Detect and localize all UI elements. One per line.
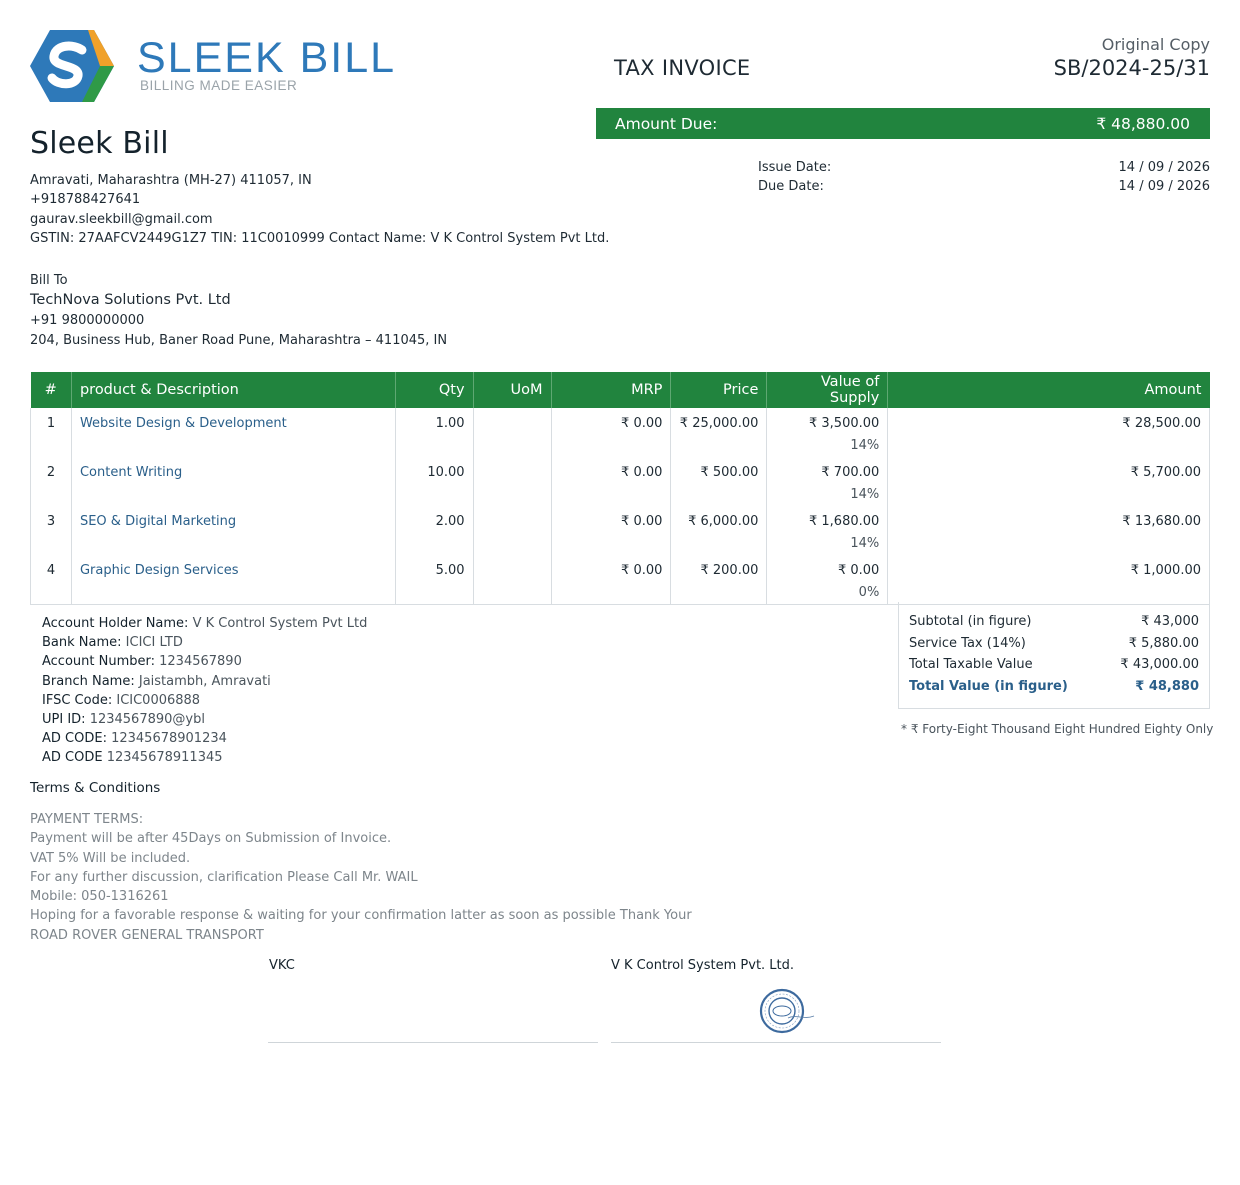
row-number: 2	[46, 465, 56, 480]
logo-wordmark: SLEEK BILL	[137, 34, 397, 82]
row-price: ₹ 6,000.00	[688, 514, 759, 529]
bank-value: 12345678901234	[111, 731, 227, 747]
row-qty: 1.00	[435, 416, 465, 431]
total-value: ₹ 43,000	[1141, 614, 1199, 629]
document-title: TAX INVOICE	[614, 56, 751, 80]
col-header-supply: Value of Supply	[767, 372, 888, 408]
row-mrp: ₹ 0.00	[621, 563, 663, 578]
row-supply: ₹ 1,680.00	[809, 514, 880, 529]
logo-tagline: BILLING MADE EASIER	[140, 78, 298, 93]
col-header-number: #	[31, 372, 72, 408]
bill-to-name: TechNova Solutions Pvt. Ltd	[30, 292, 231, 308]
bank-value: ICIC0006888	[116, 692, 201, 708]
copy-label: Original Copy	[1101, 35, 1210, 54]
bank-line	[42, 748, 367, 767]
taxable-value-row	[909, 654, 1199, 676]
table-row	[31, 506, 1210, 555]
terms-line: Hoping for a favorable response & waiting for your confirmation latter as soon as possible Thank Your	[30, 908, 692, 924]
bank-details	[42, 614, 367, 768]
amount-due-value: ₹ 48,880.00	[1096, 114, 1190, 133]
total-value: ₹ 48,880	[1135, 678, 1199, 694]
bank-value: Jaistambh, Amravati	[138, 673, 271, 689]
company-phone: +918788427641	[30, 192, 141, 208]
table-header-row	[31, 372, 1210, 408]
bank-line	[42, 633, 367, 652]
row-amount: ₹ 1,000.00	[1130, 563, 1201, 578]
row-tax-rate: 14%	[850, 438, 880, 453]
terms-line: VAT 5% Will be included.	[30, 850, 191, 866]
row-tax-rate: 14%	[850, 536, 880, 551]
total-value: ₹ 5,880.00	[1128, 635, 1199, 651]
invoice-number: SB/2024-25/31	[1053, 56, 1210, 80]
bank-value: V K Control System Pvt Ltd	[192, 616, 368, 631]
signature-line-right	[611, 1042, 941, 1043]
row-number: 4	[46, 563, 56, 578]
bank-key: UPI ID:	[42, 712, 86, 728]
bank-line	[42, 672, 367, 691]
terms-line: Mobile: 050-1316261	[30, 889, 169, 905]
table-row	[31, 408, 1210, 457]
signature-left-label: VKC	[269, 958, 295, 973]
bank-value: 1234567890	[159, 654, 242, 670]
row-price: ₹ 500.00	[700, 465, 759, 480]
col-header-amount: Amount	[888, 372, 1210, 408]
col-header-product: product & Description	[71, 372, 395, 408]
company-details	[30, 171, 609, 248]
row-tax-rate: 0%	[858, 585, 880, 600]
row-qty: 5.00	[435, 563, 465, 578]
row-tax-rate: 14%	[850, 487, 880, 502]
due-date-row	[758, 177, 1210, 196]
row-amount: ₹ 13,680.00	[1122, 514, 1201, 529]
col-header-uom: UoM	[473, 372, 551, 408]
row-price: ₹ 25,000.00	[679, 416, 759, 431]
row-number: 3	[46, 514, 56, 529]
bill-to-phone: +91 9800000000	[30, 313, 145, 328]
bill-to-label: Bill To	[30, 273, 68, 288]
terms-line: PAYMENT TERMS:	[30, 812, 144, 827]
col-header-price: Price	[671, 372, 767, 408]
bank-line	[42, 691, 367, 710]
company-tax-info: GSTIN: 27AAFCV2449G1Z7 TIN: 11C0010999 Contact Name: V K Control System Pvt Ltd.	[30, 230, 610, 246]
invoice-dates	[758, 158, 1210, 196]
terms-line: For any further discussion, clarification Please Call Mr. WAIL	[30, 869, 418, 885]
bank-line	[42, 710, 367, 729]
signature-line-left	[268, 1042, 598, 1043]
row-price: ₹ 200.00	[700, 563, 759, 578]
amount-in-words: * ₹ Forty-Eight Thousand Eight Hundred Eighty Only	[901, 722, 1214, 736]
row-number: 1	[46, 416, 56, 431]
due-date-label: Due Date:	[758, 179, 824, 194]
table-row	[31, 457, 1210, 506]
issue-date-row	[758, 158, 1210, 177]
total-label: Subtotal (in figure)	[909, 614, 1032, 629]
bank-key: AD CODE:	[42, 731, 107, 747]
amount-due-label: Amount Due:	[615, 114, 718, 133]
bank-line	[42, 652, 367, 671]
bank-key: Bank Name:	[42, 635, 122, 651]
row-supply: ₹ 0.00	[837, 563, 880, 578]
bank-value: 1234567890@ybl	[89, 712, 205, 728]
subtotal-row	[909, 611, 1199, 633]
terms-body	[30, 810, 692, 945]
row-mrp: ₹ 0.00	[621, 416, 663, 431]
bank-value: ICICI LTD	[125, 635, 183, 651]
bank-key: Account Number:	[42, 654, 155, 670]
bank-line	[42, 614, 367, 633]
bill-to-address: 204, Business Hub, Baner Road Pune, Maharashtra – 411045, IN	[30, 332, 448, 348]
bank-key: IFSC Code:	[42, 692, 113, 708]
company-stamp-icon	[758, 988, 816, 1036]
row-mrp: ₹ 0.00	[621, 514, 663, 529]
company-email: gaurav.sleekbill@gmail.com	[30, 211, 213, 227]
bank-key: Branch Name:	[42, 673, 135, 689]
issue-date-value: 14 / 09 / 2026	[1118, 160, 1210, 175]
row-uom	[482, 413, 543, 435]
row-qty: 2.00	[435, 514, 465, 529]
amount-due-bar	[596, 108, 1210, 139]
bill-to-section	[30, 272, 447, 350]
terms-line: Payment will be after 45Days on Submission of Invoice.	[30, 831, 392, 847]
bank-value: 12345678911345	[106, 750, 223, 766]
col-header-mrp: MRP	[551, 372, 671, 408]
row-qty: 10.00	[427, 465, 465, 480]
row-amount: ₹ 5,700.00	[1130, 465, 1201, 480]
totals-box	[898, 602, 1210, 709]
due-date-value: 14 / 09 / 2026	[1118, 179, 1210, 194]
sleek-bill-logo-icon	[30, 28, 116, 104]
total-label: Total Taxable Value	[909, 657, 1033, 672]
total-label: Service Tax (14%)	[909, 635, 1026, 651]
bank-key: AD CODE	[42, 750, 103, 766]
row-amount: ₹ 28,500.00	[1122, 416, 1201, 431]
product-link[interactable]: Website Design & Development	[79, 416, 287, 431]
row-uom	[482, 462, 543, 484]
total-value: ₹ 43,000.00	[1120, 657, 1199, 672]
table-row	[31, 555, 1210, 605]
product-link[interactable]: Content Writing	[79, 465, 183, 480]
company-logo	[30, 28, 397, 104]
bank-line	[42, 729, 367, 748]
row-uom	[482, 511, 543, 533]
terms-title: Terms & Conditions	[30, 780, 161, 796]
row-uom	[482, 560, 543, 582]
product-link[interactable]: Graphic Design Services	[79, 563, 239, 578]
line-items-table	[30, 372, 1210, 605]
row-supply: ₹ 700.00	[821, 465, 880, 480]
grand-total-row	[909, 676, 1199, 698]
product-link[interactable]: SEO & Digital Marketing	[79, 514, 237, 529]
row-mrp: ₹ 0.00	[621, 465, 663, 480]
service-tax-row	[909, 633, 1199, 655]
terms-line: ROAD ROVER GENERAL TRANSPORT	[30, 927, 264, 943]
signature-right-label: V K Control System Pvt. Ltd.	[611, 958, 795, 973]
company-address: Amravati, Maharashtra (MH-27) 411057, IN	[30, 173, 312, 188]
col-header-qty: Qty	[395, 372, 473, 408]
company-name: Sleek Bill	[30, 126, 169, 161]
issue-date-label: Issue Date:	[758, 160, 832, 175]
bank-key: Account Holder Name:	[42, 616, 189, 631]
row-supply: ₹ 3,500.00	[809, 416, 880, 431]
total-label: Total Value (in figure)	[909, 678, 1068, 694]
